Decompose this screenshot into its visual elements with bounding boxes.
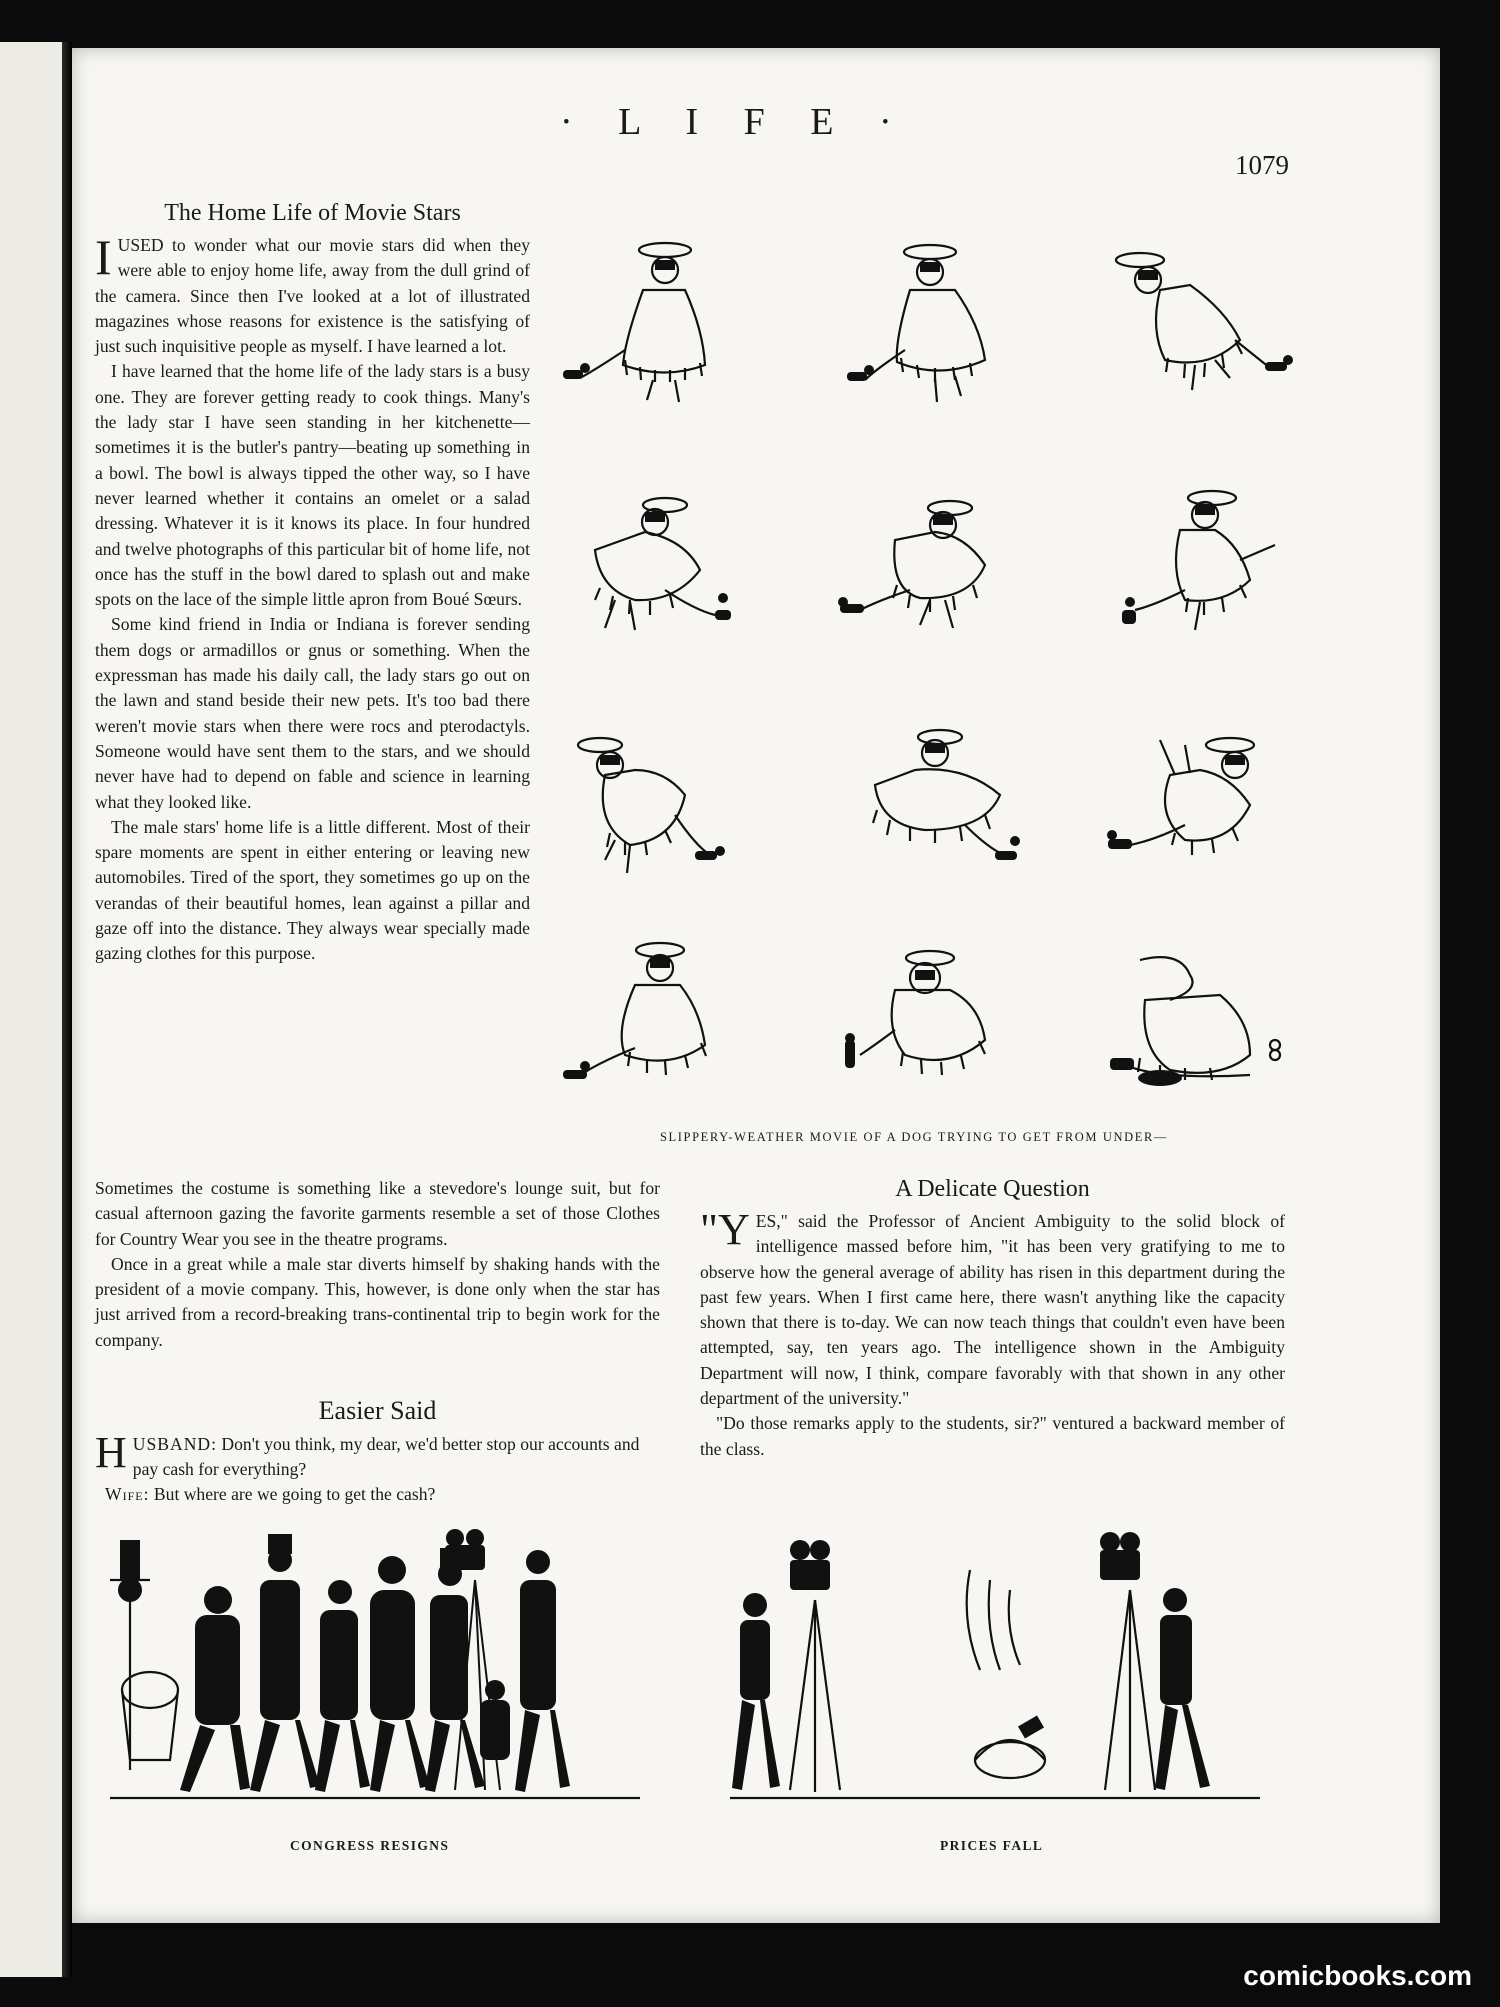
drop-cap: [700, 1205, 750, 1254]
article-title: The Home Life of Movie Stars: [164, 200, 461, 226]
cartoon-congress-resigns: [100, 1520, 660, 1810]
article-paragraph: I have learned that the home life of the lady stars is a busy one. They are forever getting ready to cook things. Many's the lady star I have seen standing in her kitchenette—sometimes it is the butler's pantry—beating up something in a bowl. The bowl is always tipped the other way, so I have never learned whether it contains an omelet or a salad dressing. Whatever it is it knows its place. In four hundred and twelve photographs of this particular bit of home life, not once has the stuff in the bowl dared to splash out and make spots on the lace of the simple little apron from Boué Sœurs.: [95, 361, 530, 610]
dialogue-line: But where are we going to get the cash?: [153, 1484, 436, 1504]
comic-panel: [835, 470, 1035, 660]
article-paragraph: The male stars' home life is a little different. Most of their spare moments are spent in either entering or leaving new automobiles. Tired of the sport, they sometimes go up on the verandas of their beautiful homes, lean against a pillar and gaze off into the distance. They always wear specially made gazing clothes for this purpose.: [95, 816, 530, 964]
paragraph-text: USED to wonder what our movie stars did when they were able to enjoy home life, away from the dull grind of the camera. Since then I've looked at a lot of illustrated magazines whose reasons for existence is the satisfying of just such inquisitive people as myself. I have learned a lot.: [95, 235, 530, 357]
page-gutter: [62, 42, 72, 1977]
drop-cap-letter: Y: [717, 1205, 750, 1254]
masthead: · L I F E ·: [560, 101, 910, 143]
article-paragraph: Once in a great while a male star diverts himself by shaking hands with the president of a movie company. This, however, is done only when the star has just arrived from a record-breaking trans-continental trip to begin work for the company.: [95, 1253, 660, 1350]
dialogue-line: Don't you think, my dear, we'd better stop our accounts and pay cash for everything?: [132, 1434, 640, 1479]
comic-strip-grid: [555, 210, 1315, 1110]
open-quote: ": [700, 1205, 718, 1254]
comic-panel: [835, 715, 1035, 905]
comic-panel: [555, 715, 755, 905]
comic-panel: [1100, 930, 1300, 1120]
article-title: Easier Said: [318, 1396, 437, 1425]
comic-panel: [1100, 230, 1300, 420]
paragraph-text: ES," said the Professor of Ancient Ambiguity to the solid block of intelligence massed before him, "it has been very gratifying to me to observe how the general average of ability has risen in this department during the past few years. When I first came here, there wasn't anything like the capacity shown that there is to-day. We can now teach things that couldn't even have been attempted, say, ten years ago. The intelligence shown in the Ambiguity Department will now, I think, compare favorably with that shown in any other department of the university.": [700, 1211, 1285, 1409]
comic-panel: [835, 230, 1035, 420]
site-watermark: comicbooks.com: [1243, 1960, 1472, 1991]
dialogue-husband: [95, 1428, 660, 1482]
comic-panel: [1100, 470, 1300, 660]
article-paragraph: Sometimes the costume is something like a stevedore's lounge suit, but for casual afternoon gazing the favorite garments resemble a set of those Clothes for Country Wear you see in the theatre programs.: [95, 1178, 660, 1249]
left-page-edge: [0, 42, 62, 1977]
drop-cap: I: [95, 229, 112, 285]
dialogue-wife: [95, 1482, 660, 1507]
article-paragraph: [95, 229, 530, 359]
article-paragraph: [700, 1205, 1285, 1411]
article-paragraph: Some kind friend in India or Indiana is forever sending them dogs or armadillos or gnus or something. When the expressman has made his daily call, the lady stars go out on the lawn and stand beside their new pets. It's too bad there weren't movie stars when there were rocs and pterodactyls. Someone would have sent them to the stars, and we should never have had to depend on fable and science in learning what they looked like.: [95, 614, 530, 812]
speaker-label: Wife:: [105, 1484, 150, 1504]
cartoon-caption-right: PRICES FALL: [940, 1838, 1044, 1853]
article-delicate-question: [700, 1176, 1285, 1462]
page-number: 1079: [1235, 150, 1289, 180]
article-title: A Delicate Question: [895, 1176, 1090, 1202]
article-home-life: [95, 200, 530, 967]
cartoon-caption-left: CONGRESS RESIGNS: [290, 1838, 450, 1853]
speaker-label: USBAND:: [132, 1434, 218, 1454]
article-easier-said: [95, 1396, 660, 1507]
comic-strip-caption: SLIPPERY-WEATHER MOVIE OF A DOG TRYING TO GET FROM UNDER—: [660, 1130, 1169, 1144]
article-paragraph: "Do those remarks apply to the students, sir?" ventured a backward member of the class.: [700, 1413, 1285, 1459]
comic-panel: [555, 930, 755, 1120]
drop-cap: H: [95, 1428, 127, 1477]
comic-panel: [835, 930, 1035, 1120]
comic-panel: [1100, 715, 1300, 905]
comic-panel: [555, 470, 755, 660]
article-home-life-continued: [95, 1176, 660, 1353]
comic-panel: [555, 230, 755, 420]
cartoon-prices-fall: [720, 1520, 1280, 1810]
